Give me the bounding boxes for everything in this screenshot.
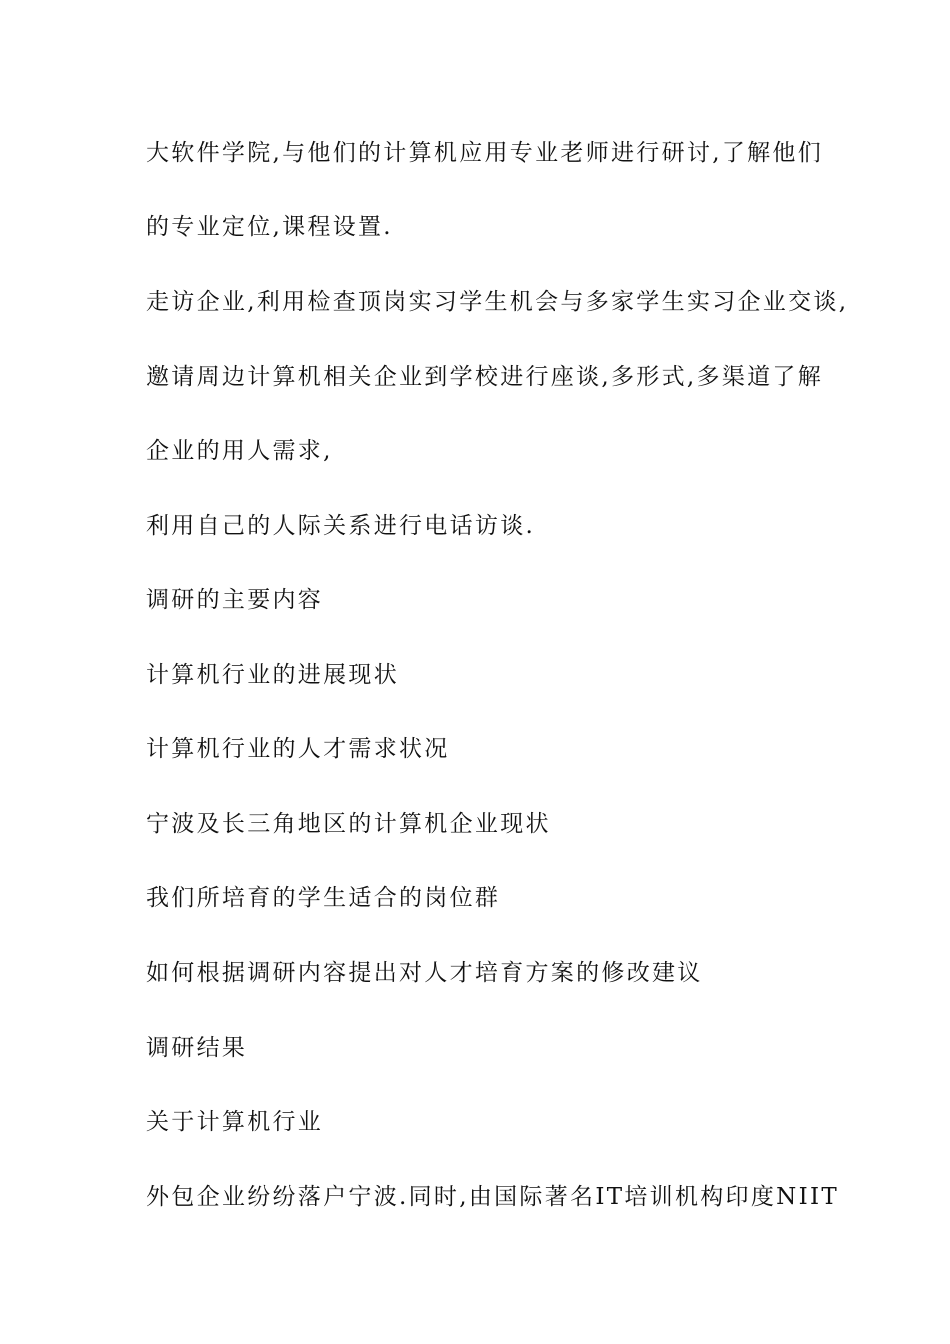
section-heading-survey-content: 调研的主要内容 (146, 587, 324, 613)
list-item-industry-status: 计算机行业的进展现状 (146, 662, 399, 688)
list-item-job-groups: 我们所培育的学生适合的岗位群 (146, 885, 501, 911)
list-item-talent-demand: 计算机行业的人才需求状况 (146, 736, 450, 762)
list-item-revision-suggestions: 如何根据调研内容提出对人才培育方案的修改建议 (146, 960, 703, 986)
section-heading-survey-results: 调研结果 (146, 1035, 248, 1061)
paragraph-line-6: 利用自己的人际关系进行电话访谈. (146, 513, 536, 539)
list-item-regional-enterprises: 宁波及长三角地区的计算机企业现状 (146, 811, 551, 837)
paragraph-line-4: 邀请周边计算机相关企业到学校进行座谈,多形式,多渠道了解 (146, 364, 824, 390)
paragraph-line-5: 企业的用人需求, (146, 438, 333, 464)
paragraph-line-2: 的专业定位,课程设置. (146, 214, 393, 240)
paragraph-line-1: 大软件学院,与他们的计算机应用专业老师进行研讨,了解他们 (146, 140, 824, 166)
paragraph-line-outsourcing: 外包企业纷纷落户宁波.同时,由国际著名IT培训机构印度NIIT (146, 1184, 839, 1210)
paragraph-line-3: 走访企业,利用检查顶岗实习学生机会与多家学生实习企业交谈, (146, 289, 849, 315)
subsection-heading-industry: 关于计算机行业 (146, 1109, 324, 1135)
